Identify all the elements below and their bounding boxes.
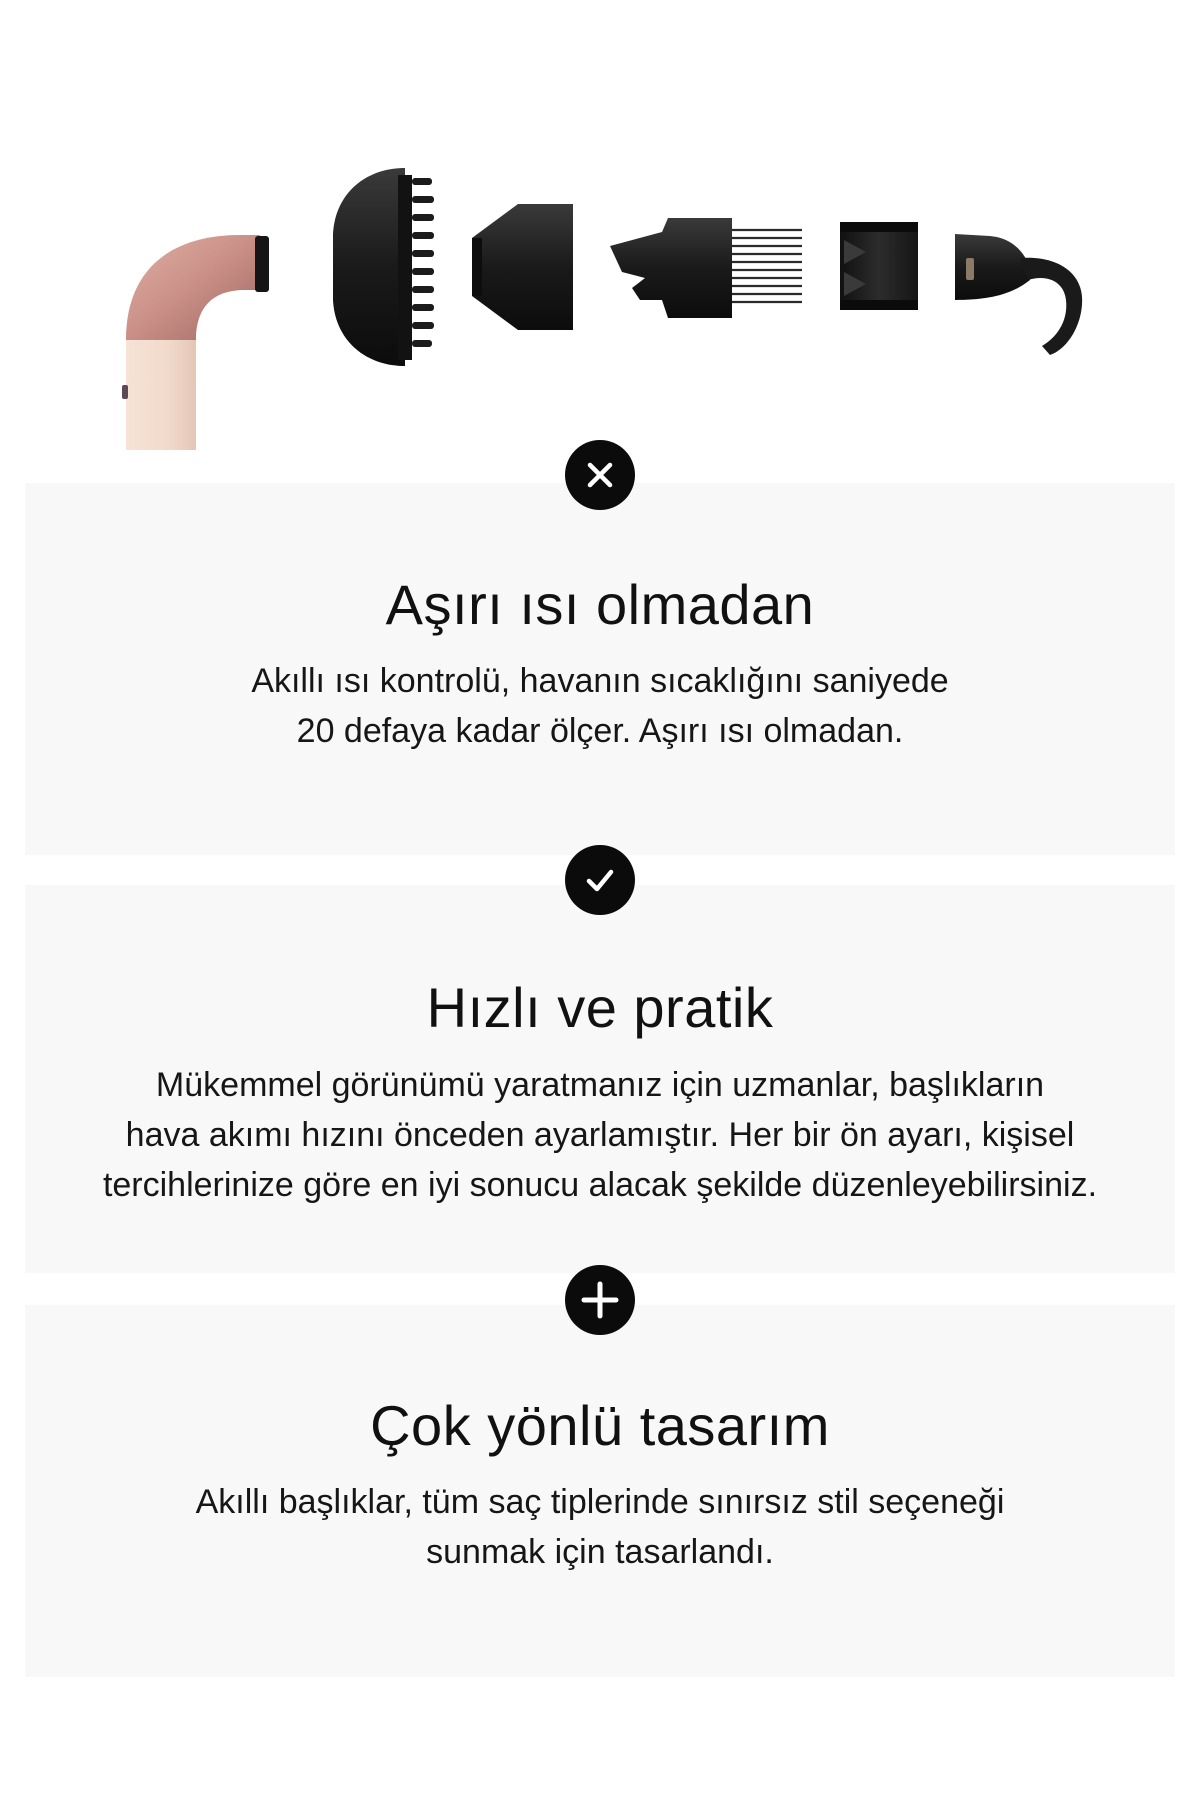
close-badge xyxy=(565,440,635,510)
product-hero-illustration xyxy=(0,0,1200,460)
close-icon xyxy=(580,455,620,495)
feature-description xyxy=(50,656,1150,756)
feature-description xyxy=(50,1060,1150,1210)
feature-description xyxy=(50,1477,1150,1577)
feature-description-line: tercihlerinize göre en iyi sonucu alacak şekilde düzenleyebilirsiniz. xyxy=(102,1166,1098,1204)
feature-description-line: hava akımı hızını önceden ayarlamıştır. Her bir ön ayarı, kişisel xyxy=(125,1116,1075,1154)
gentle-air-attachment xyxy=(840,222,918,310)
wide-tooth-comb-attachment xyxy=(610,218,802,318)
check-icon xyxy=(580,860,620,900)
styler-body xyxy=(122,235,269,450)
diffuser-attachment xyxy=(333,168,434,366)
feature-description-line: Mükemmel görünümü yaratmanız için uzmanlar, başlıkların xyxy=(155,1066,1045,1104)
plus-icon xyxy=(578,1278,622,1322)
feature-title: Çok yönlü tasarım xyxy=(370,1394,830,1457)
feature-description-line: Akıllı ısı kontrolü, havanın sıcaklığını saniyede xyxy=(251,662,949,700)
smoothing-nozzle xyxy=(472,204,573,330)
feature-description-line: Akıllı başlıklar, tüm saç tiplerinde sınırsız stil seçeneği xyxy=(195,1483,1005,1521)
feature-description-line: 20 defaya kadar ölçer. Aşırı ısı olmadan. xyxy=(296,712,904,750)
check-badge xyxy=(565,845,635,915)
flyaway-attachment xyxy=(955,234,1082,355)
feature-title: Aşırı ısı olmadan xyxy=(385,573,815,636)
feature-description-line: sunmak için tasarlandı. xyxy=(426,1533,774,1571)
feature-title: Hızlı ve pratik xyxy=(426,976,774,1039)
plus-badge xyxy=(565,1265,635,1335)
